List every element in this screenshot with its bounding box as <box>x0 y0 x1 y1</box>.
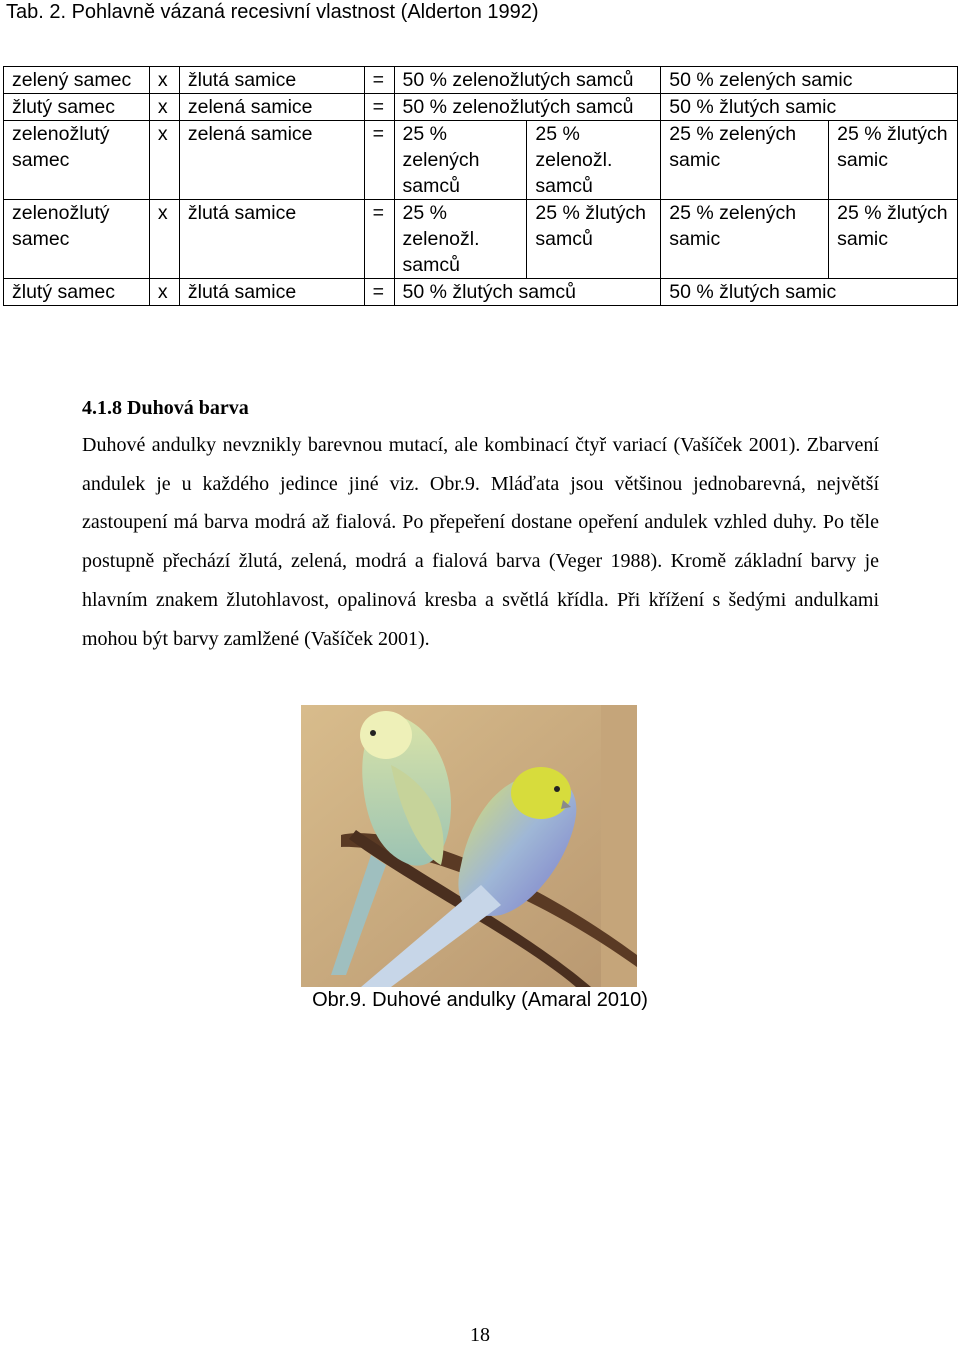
table-cell: x <box>149 67 179 94</box>
table-cell: 25 % zelených samic <box>661 200 829 279</box>
table-cell: 50 % zelenožlutých samců <box>394 94 661 121</box>
table-cell: zelenožlutý samec <box>4 200 150 279</box>
table-cell: zelenožlutý samec <box>4 121 150 200</box>
table-cell: 25 % zelených samců <box>394 121 527 200</box>
section-heading: 4.1.8 Duhová barva <box>82 397 249 419</box>
table-cell: x <box>149 121 179 200</box>
body-paragraph: Duhové andulky nevznikly barevnou mutací, ale kombinací čtyř variací (Vašíček 2001). Zbarvení andulek je u každého jedince jiné viz. Obr.9. Mláďata jsou většinou jednobarevná, největší zastoupení má barva modrá až fialová. Po přepeření dostane opeření andulek vzhled duhy. Po těle postupně přechází žlutá, zelená, modrá a fialová barva (Veger 1988). Kromě základní barvy je hlavním znakem žlutohlavost, opalinová kresba a světlá křídla. Při křížení s šedými andulkami mohou být barvy zamlžené (Vašíček 2001). <box>82 434 879 650</box>
table-cell: žlutá samice <box>179 279 364 306</box>
figure-caption: Obr.9. Duhové andulky (Amaral 2010) <box>312 989 648 1011</box>
table-cell: x <box>149 200 179 279</box>
table-cell: = <box>364 94 394 121</box>
table-cell: 25 % žlutých samic <box>829 121 958 200</box>
table-cell: 50 % žlutých samic <box>661 94 958 121</box>
table-row <box>4 94 958 121</box>
table-cell: žlutý samec <box>4 279 150 306</box>
budgerigar-photo <box>301 705 637 987</box>
table-cell: 25 % zelenožl. samců <box>394 200 527 279</box>
crossing-table <box>3 66 958 306</box>
table-cell: = <box>364 200 394 279</box>
page-number: 18 <box>470 1324 490 1346</box>
table-cell: 50 % žlutých samic <box>661 279 958 306</box>
table-cell: 25 % zelenožl. samců <box>527 121 661 200</box>
table-row <box>4 67 958 94</box>
table-cell: = <box>364 121 394 200</box>
table-cell: x <box>149 279 179 306</box>
table-cell: 25 % žlutých samic <box>829 200 958 279</box>
table-cell: žlutá samice <box>179 200 364 279</box>
table-cell: = <box>364 279 394 306</box>
table-cell: žlutá samice <box>179 67 364 94</box>
table-cell: 50 % zelených samic <box>661 67 958 94</box>
table-row <box>4 121 958 200</box>
table-row <box>4 279 958 306</box>
table-cell: = <box>364 67 394 94</box>
table-caption: Tab. 2. Pohlavně vázaná recesivní vlastnost (Alderton 1992) <box>6 1 539 23</box>
table-cell: 50 % žlutých samců <box>394 279 661 306</box>
table-row <box>4 200 958 279</box>
table-cell: 50 % zelenožlutých samců <box>394 67 661 94</box>
table-cell: žlutý samec <box>4 94 150 121</box>
table-cell: zelená samice <box>179 121 364 200</box>
table-cell: zelený samec <box>4 67 150 94</box>
table-cell: 25 % žlutých samců <box>527 200 661 279</box>
table-cell: x <box>149 94 179 121</box>
table-cell: 25 % zelených samic <box>661 121 829 200</box>
table-cell: zelená samice <box>179 94 364 121</box>
